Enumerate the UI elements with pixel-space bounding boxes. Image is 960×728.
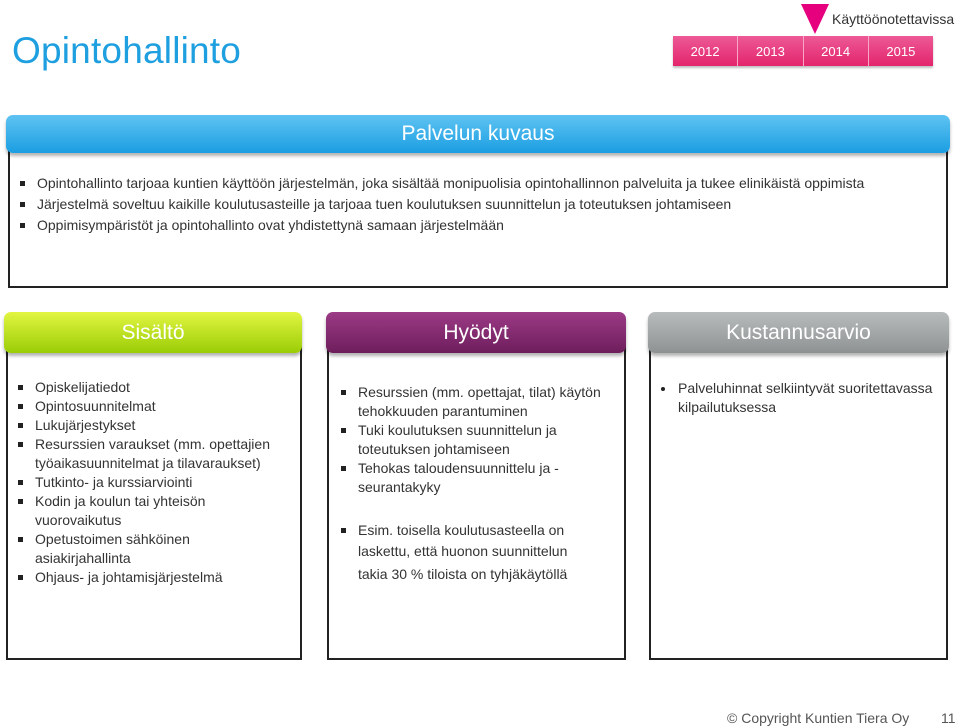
status-marker-icon: [801, 4, 829, 34]
year-2013: 2013: [738, 36, 803, 66]
year-2012: 2012: [673, 36, 738, 66]
page-number: 11: [941, 710, 956, 726]
benefits-heading: Hyödyt: [326, 312, 626, 353]
benefits-list: [340, 383, 620, 540]
list-item: Opintohallinto tarjoaa kuntien käyttöön järjestelmän, joka sisältää monipuolisia opintohallinnon palveluita ja tukee elinikäistä oppimista: [19, 174, 919, 193]
page-title: Opintohallinto: [12, 30, 242, 71]
list-item: Palveluhinnat selkiintyvät suoritettavassa kilpailutuksessa: [660, 379, 940, 417]
content-heading: Sisältö: [4, 312, 302, 353]
timeline-years: [673, 36, 933, 66]
list-item: Kodin ja koulun tai yhteisön vuorovaikutus: [17, 492, 287, 530]
list-item: Tuki koulutuksen suunnittelun ja toteutuksen johtamiseen: [340, 421, 620, 459]
benefits-note-line: takia 30 % tiloista on tyhjäkäytöllä: [358, 566, 568, 582]
status-label: Käyttöönotettavissa: [832, 11, 955, 27]
content-list: [17, 378, 287, 587]
year-2015: 2015: [869, 36, 933, 66]
list-item: Tutkinto- ja kurssiarviointi: [17, 473, 287, 492]
list-item: Järjestelmä soveltuu kaikille koulutusasteille ja tarjoaa tuen koulutuksen suunnittelun ja toteutuksen johtamiseen: [19, 195, 919, 214]
list-item: Lukujärjestykset: [17, 416, 287, 435]
year-2014: 2014: [804, 36, 869, 66]
benefits-note-line: laskettu, että huonon suunnittelun: [358, 543, 568, 559]
list-item: Resurssien (mm. opettajat, tilat) käytön tehokkuuden parantuminen: [340, 383, 620, 421]
footer-copyright: © Copyright Kuntien Tiera Oy: [727, 710, 910, 726]
list-item: Opintosuunnitelmat: [17, 397, 287, 416]
service-description-heading: Palvelun kuvaus: [6, 115, 950, 153]
list-item: Opetustoimen sähköinen asiakirjahallinta: [17, 530, 287, 568]
list-item: Esim. toisella koulutusasteella on: [340, 521, 620, 540]
list-item: Resurssien varaukset (mm. opettajien työaikasuunnitelmat ja tilavaraukset): [17, 435, 287, 473]
cost-estimate-list: [660, 379, 940, 417]
service-description-list: [19, 174, 919, 237]
list-item: Opiskelijatiedot: [17, 378, 287, 397]
list-item: Oppimisympäristöt ja opintohallinto ovat yhdistettynä samaan järjestelmään: [19, 216, 919, 235]
list-item: Ohjaus- ja johtamisjärjestelmä: [17, 568, 287, 587]
cost-estimate-heading: Kustannusarvio: [648, 312, 949, 353]
list-item: Tehokas taloudensuunnittelu ja - seurantakyky: [340, 459, 620, 497]
